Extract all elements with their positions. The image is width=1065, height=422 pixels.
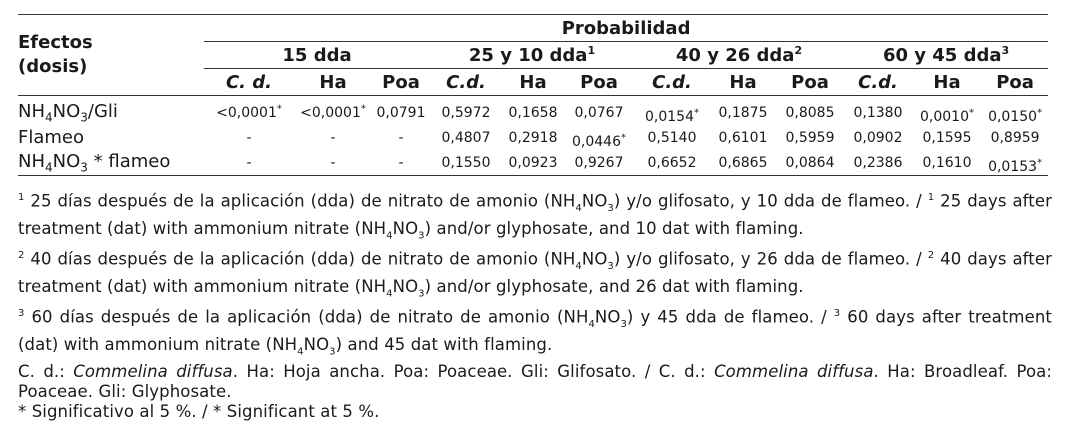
probability-cell: 0,8085 (785, 104, 835, 121)
group-header: 25 y 10 dda$^1$ (430, 42, 634, 69)
probability-cell: 0,8959 (990, 129, 1040, 146)
column-header: Ha (912, 69, 982, 96)
effects-header-line2: (dosis) (18, 56, 88, 77)
footnote-2: $^2$ 40 días después de la aplicación (dda) de nitrato de amonio $(NH_4NO_3)$ y/o glifosato, y 26 dda de flameo. / $^2$ 40 days after treatment (dat) with ammonium nitrate $(NH_4NO_3)$ and/or glyphosate, and 26 dat with flaming. (18, 249, 1052, 300)
column-header: Ha (294, 69, 372, 96)
column-header: C.d. (430, 69, 502, 96)
probability-cell: 0,0923 (502, 150, 564, 176)
probability-cell: 0,2918 (508, 129, 558, 146)
probability-cell: 0,0446* (572, 132, 626, 151)
probability-cell: 0,9267 (564, 150, 634, 176)
probability-cell: 0,1595 (922, 129, 972, 146)
probability-cell: 0,4807 (441, 129, 491, 146)
probability-header: Probabilidad (204, 15, 1048, 42)
table-row (18, 125, 1048, 150)
probability-cell: 0,5140 (647, 129, 697, 146)
column-header: Poa (776, 69, 844, 96)
significance-note: * Significativo al 5 %. / * Significant at 5 %. (18, 402, 380, 422)
probability-cell: 0,1610 (912, 150, 982, 176)
abbreviations-note: C. d.: Commelina diffusa. Ha: Hoja ancha. Poa: Poaceae. Gli: Glifosato. / C. d.: Commelina diffusa. Ha: Broadleaf. Poa: Poaceae. Gli: Glyphosate. (18, 362, 1053, 402)
probability-cell: 0,0153* (982, 150, 1048, 176)
probability-cell: 0,2386 (844, 150, 912, 176)
effect-name: Flameo (18, 127, 85, 148)
table-footnotes (18, 188, 1052, 422)
effects-header-line1: Efectos (18, 32, 93, 53)
probability-table (18, 14, 1048, 176)
significance-mark: * (969, 107, 974, 119)
probability-cell: 0,0150* (988, 107, 1043, 126)
column-header: Ha (502, 69, 564, 96)
table-row (18, 100, 1048, 125)
column-header: C.d. (634, 69, 710, 96)
probability-cell: 0,0791 (376, 104, 426, 121)
probability-cell: - (246, 129, 252, 146)
probability-cell: 0,0010* (920, 107, 974, 126)
probability-cell: - (204, 150, 294, 176)
column-header: Poa (372, 69, 430, 96)
probability-cell: 0,6101 (718, 129, 768, 146)
column-header: Ha (710, 69, 776, 96)
probability-cell: 0,1658 (508, 104, 558, 121)
probability-cell: - (372, 150, 430, 176)
probability-cell: 0,0767 (574, 104, 624, 121)
probability-cell: 0,1380 (853, 104, 903, 121)
column-header: C.d. (844, 69, 912, 96)
probability-cell: 0,0902 (853, 129, 903, 146)
probability-cell: 0,0864 (776, 150, 844, 176)
group-header: 15 dda (204, 42, 430, 69)
table-row (18, 150, 1048, 176)
probability-cell: - (330, 129, 336, 146)
probability-cell: - (294, 150, 372, 176)
significance-mark: * (1037, 157, 1043, 169)
significance-mark: * (621, 132, 626, 144)
footnote-3: $^3$ 60 días después de la aplicación (dda) de nitrato de amonio $(NH_4NO_3)$ y 45 dda de flameo. / $^3$ 60 days after treatment (dat) with ammonium nitrate $(NH_4NO_3)$ and 45 dat with flaming. (18, 307, 1052, 358)
group-header: 60 y 45 dda$^3$ (844, 42, 1048, 69)
probability-cell: - (398, 129, 404, 146)
probability-cell: <0,0001* (300, 103, 366, 122)
effect-name: $NH_4NO_3$/Gli (18, 100, 118, 125)
effect-name: $NH_4NO_3$ * flameo (18, 150, 204, 176)
probability-cell: 0,5959 (785, 129, 835, 146)
probability-cell: 0,6865 (710, 150, 776, 176)
probability-cell: <0,0001* (216, 103, 282, 122)
probability-cell: 0,1550 (430, 150, 502, 176)
effects-header (18, 15, 204, 96)
probability-cell: 0,1875 (718, 104, 768, 121)
significance-mark: * (360, 103, 366, 115)
group-header: 40 y 26 dda$^2$ (634, 42, 844, 69)
probability-cell: 0,5972 (441, 104, 491, 121)
probability-cell: 0,0154* (645, 107, 699, 126)
probability-cell: 0,6652 (634, 150, 710, 176)
column-header: C. d. (204, 69, 294, 96)
significance-mark: * (276, 103, 282, 115)
significance-mark: * (694, 107, 699, 119)
column-header: Poa (982, 69, 1048, 96)
footnote-1: $^1$ 25 días después de la aplicación (dda) de nitrato de amonio $(NH_4NO_3)$ y/o glifosato, y 10 dda de flameo. / $^1$ 25 days after treatment (dat) with ammonium nitrate $(NH_4NO_3)$ and/or glyphosate, and 10 dat with flaming. (18, 191, 1052, 242)
significance-mark: * (1037, 107, 1043, 119)
column-header: Poa (564, 69, 634, 96)
